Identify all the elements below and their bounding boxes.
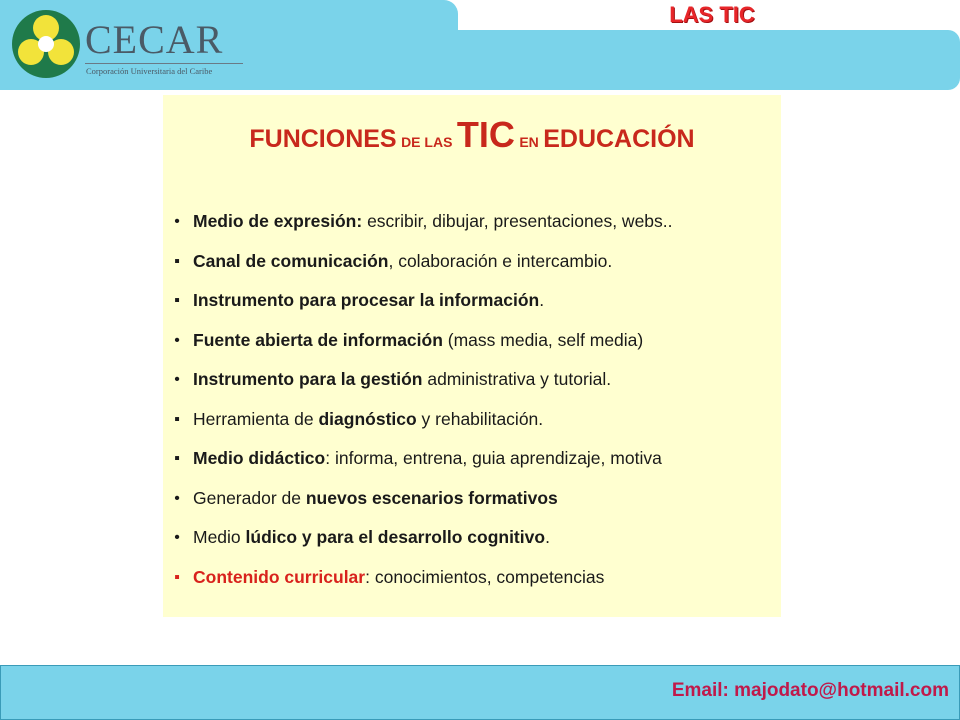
slide-title-part: EDUCACIÓN: [543, 125, 695, 153]
item-bold-text: Medio didáctico: [193, 448, 326, 468]
item-text: administrativa y tutorial.: [422, 369, 612, 389]
bullet-icon: ▪: [174, 450, 180, 467]
list-item: [171, 479, 673, 519]
bullet-icon: ▪: [174, 252, 180, 270]
bullet-icon: •: [174, 371, 180, 388]
item-bold-text: diagnóstico: [318, 408, 417, 429]
slide-title-part: EN: [519, 134, 539, 150]
slide-image: [163, 95, 781, 617]
bullet-icon: •: [174, 331, 180, 349]
list-item: [171, 281, 673, 321]
item-text: Generador de: [193, 487, 306, 508]
item-bold-text: Medio de expresión:: [193, 211, 363, 231]
footer-email: Email: majodato@hotmail.com: [671, 680, 949, 701]
bullet-icon: ▪: [174, 568, 180, 586]
logo-divider: [85, 63, 243, 64]
list-item: [171, 558, 673, 598]
slide-title: [163, 107, 781, 171]
item-bold-text: Canal de comunicación: [193, 250, 389, 271]
item-bold-text: Contenido curricular: [193, 566, 366, 587]
item-text: y rehabilitación.: [416, 408, 544, 429]
item-text: .: [539, 290, 545, 310]
list-item: [171, 360, 673, 400]
cecar-logo-icon: [10, 8, 82, 80]
item-text: .: [545, 527, 550, 547]
slide-title-part: TIC: [456, 114, 515, 155]
slide-title-part: DE LAS: [401, 134, 453, 150]
item-text: , colaboración e intercambio.: [388, 250, 613, 271]
item-bold-text: Instrumento para procesar la información: [193, 290, 540, 310]
bullet-icon: ▪: [174, 292, 180, 309]
item-bold-text: lúdico y para el desarrollo cognitivo: [245, 527, 546, 547]
logo-text: CECAR: [85, 17, 224, 62]
item-text: : informa, entrena, guia aprendizaje, motiva: [325, 448, 662, 468]
list-item: [171, 202, 673, 242]
item-text: escribir, dibujar, presentaciones, webs..: [362, 211, 673, 231]
bullet-icon: •: [174, 489, 180, 507]
bullet-icon: ▪: [174, 410, 180, 428]
item-bold-text: nuevos escenarios formativos: [305, 487, 558, 508]
list-item: [171, 321, 673, 361]
list-item: [171, 400, 673, 440]
item-text: Herramienta de: [193, 408, 319, 429]
bullet-icon: •: [174, 213, 180, 230]
list-item: [171, 518, 673, 558]
slide-title-part: FUNCIONES: [249, 125, 397, 153]
list-item: [171, 242, 673, 282]
footer-bar: [0, 665, 960, 720]
item-text: (mass media, self media): [442, 329, 644, 350]
item-text: Medio: [193, 527, 246, 547]
bullet-icon: •: [174, 529, 180, 546]
logo-subtitle: Corporación Universitaria del Caribe: [86, 66, 213, 76]
item-text: : conocimientos, competencias: [365, 566, 605, 587]
header-title: LAS TIC: [669, 2, 755, 27]
item-bold-text: Instrumento para la gestión: [193, 369, 423, 389]
item-bold-text: Fuente abierta de información: [193, 329, 443, 350]
functions-list: [171, 202, 673, 597]
list-item: [171, 439, 673, 479]
